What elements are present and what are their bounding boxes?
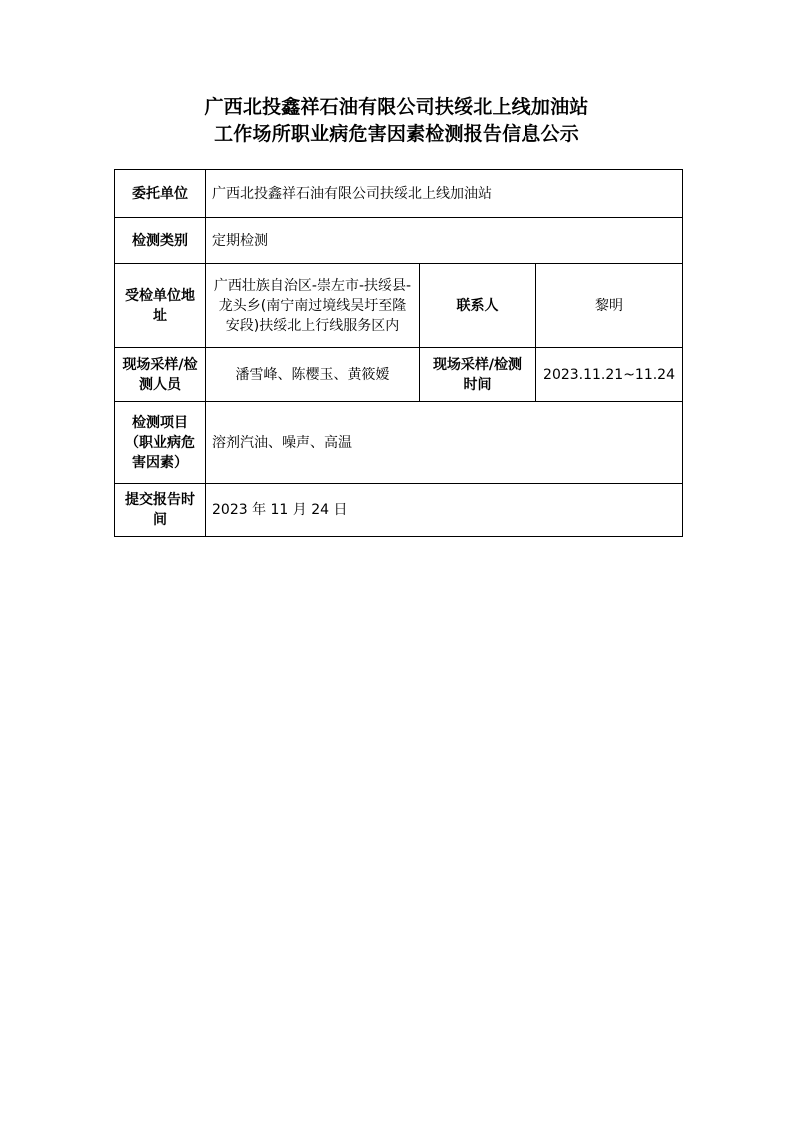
report-date-value: 2023 年 11 月 24 日 (206, 484, 683, 537)
info-table (114, 169, 683, 537)
sampler-value: 潘雪峰、陈樱玉、黄筱嫒 (206, 348, 420, 402)
time-label: 现场采样/检测时间 (420, 348, 536, 402)
table-row (115, 402, 683, 484)
contact-value: 黎明 (536, 264, 683, 348)
sampler-label: 现场采样/检测人员 (115, 348, 206, 402)
address-label: 受检单位地址 (115, 264, 206, 348)
type-value: 定期检测 (206, 218, 683, 264)
table-row (115, 264, 683, 348)
table-row (115, 484, 683, 537)
document-title (0, 94, 793, 148)
client-label: 委托单位 (115, 170, 206, 218)
type-label: 检测类别 (115, 218, 206, 264)
title-line-1: 广西北投鑫祥石油有限公司扶绥北上线加油站 (204, 96, 589, 118)
address-value: 广西壮族自治区-崇左市-扶绥县-龙头乡(南宁南过境线吴圩至隆安段)扶绥北上行线服务区内 (206, 264, 420, 348)
client-value: 广西北投鑫祥石油有限公司扶绥北上线加油站 (206, 170, 683, 218)
table-row (115, 170, 683, 218)
report-date-label: 提交报告时间 (115, 484, 206, 537)
table-row (115, 348, 683, 402)
table-row (115, 218, 683, 264)
contact-label: 联系人 (420, 264, 536, 348)
time-value: 2023.11.21~11.24 (536, 348, 683, 402)
title-line-2: 工作场所职业病危害因素检测报告信息公示 (214, 123, 579, 145)
items-value: 溶剂汽油、噪声、高温 (206, 402, 683, 484)
items-label: 检测项目（职业病危害因素） (115, 402, 206, 484)
